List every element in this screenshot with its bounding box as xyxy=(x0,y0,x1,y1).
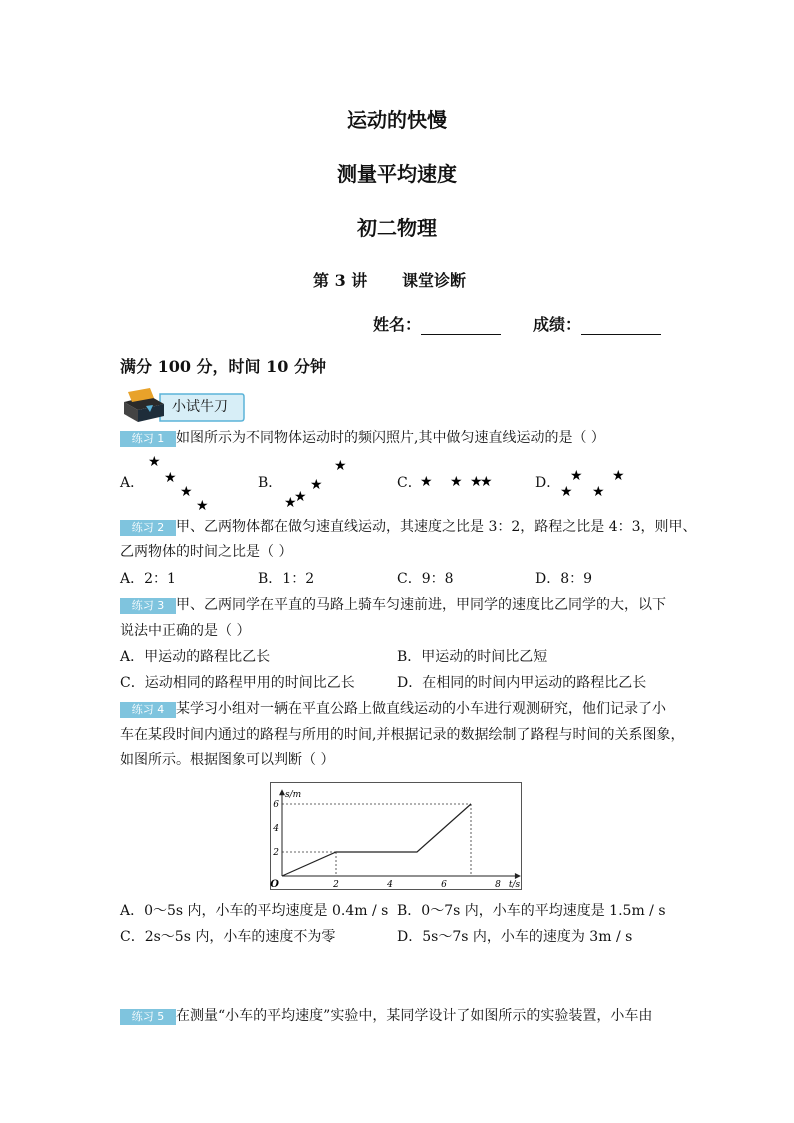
q4-option-c: C．2s～5s 内，小车的速度不为零 xyxy=(120,929,336,945)
question-5 xyxy=(120,1007,652,1025)
q4-option-d: D．5s～7s 内，小车的速度为 3m / s xyxy=(397,929,633,945)
chart-frame xyxy=(271,783,522,890)
q2-option-a: A．2：1 xyxy=(120,571,176,587)
q4-text-line2: 车在某段时间内通过的路程与所用的时间,并根据记录的数据绘制了路程与时间的关系图象， xyxy=(120,727,685,743)
distance-line xyxy=(282,804,471,876)
score-field[interactable] xyxy=(533,312,661,335)
x-tick-label: 8 xyxy=(495,880,501,890)
x-axis-arrow-icon xyxy=(515,873,521,879)
q1-option-a-label: A． xyxy=(120,475,145,491)
name-label: 姓名： xyxy=(373,315,422,334)
q1-text: 如图所示为不同物体运动时的频闪照片,其中做匀速直线运动的是（ ） xyxy=(176,430,605,446)
name-field[interactable] xyxy=(373,312,501,335)
q4-tag: 练习 4 xyxy=(120,702,176,718)
star-icon: ★ xyxy=(480,474,493,490)
q4-option-a: A．0～5s 内，小车的平均速度是 0.4m / s xyxy=(120,903,389,919)
y-tick-label: 4 xyxy=(273,824,279,834)
q3-text-line1: 甲、乙两同学在平直的马路上骑车匀速前进，甲同学的速度比乙同学的大，以下 xyxy=(176,597,666,613)
name-blank[interactable] xyxy=(421,320,501,335)
q1-option-c-label: C． xyxy=(397,475,422,491)
star-icon: ★ xyxy=(612,468,625,484)
q1-option-b-label: B． xyxy=(258,475,283,491)
star-icon: ★ xyxy=(420,474,433,490)
y-tick-label: 2 xyxy=(273,848,279,858)
q1-photo-c xyxy=(418,470,498,490)
question-1 xyxy=(120,429,605,447)
question-4 xyxy=(120,700,666,718)
title-subtopic: 测量平均速度 xyxy=(337,162,457,186)
q1-tag: 练习 1 xyxy=(120,431,176,447)
x-tick-label: 6 xyxy=(441,880,447,890)
q3-tag: 练习 3 xyxy=(120,598,176,614)
q4-text-line1: 某学习小组对一辆在平直公路上做直线运动的小车进行观测研究，他们记录了小 xyxy=(176,701,666,717)
star-icon: ★ xyxy=(148,454,161,470)
q1-option-d-label: D． xyxy=(535,475,561,491)
lecture-number: 第 3 讲 xyxy=(313,271,368,290)
q3-option-b: B．甲运动的时间比乙短 xyxy=(397,649,548,665)
q3-text-line2: 说法中正确的是（ ） xyxy=(120,623,251,639)
y-axis-label: s/m xyxy=(285,790,302,801)
score-blank[interactable] xyxy=(581,320,661,335)
q1-photo-d xyxy=(558,464,630,500)
section-badge-label: 小试牛刀 xyxy=(172,399,228,415)
star-icon: ★ xyxy=(470,474,483,490)
star-icon: ★ xyxy=(294,489,307,505)
question-2 xyxy=(120,518,697,536)
star-icon: ★ xyxy=(310,477,323,493)
x-tick-label: 2 xyxy=(333,880,339,890)
lecture-subtitle: 课堂诊断 xyxy=(402,271,467,290)
q3-option-c: C．运动相同的路程甲用的时间比乙长 xyxy=(120,675,355,691)
star-icon: ★ xyxy=(334,458,347,474)
q2-tag: 练习 2 xyxy=(120,520,176,536)
y-tick-label: 6 xyxy=(273,800,279,810)
section-badge xyxy=(120,384,246,424)
q2-text-line2: 乙两物体的时间之比是（ ） xyxy=(120,544,293,560)
q3-option-d: D．在相同的时间内甲运动的路程比乙长 xyxy=(397,675,647,691)
q2-option-c: C．9：8 xyxy=(397,571,454,587)
star-icon: ★ xyxy=(164,470,177,486)
score-label: 成绩： xyxy=(533,315,582,334)
star-icon: ★ xyxy=(180,484,193,500)
q2-option-d: D．8：9 xyxy=(535,571,593,587)
star-icon: ★ xyxy=(592,484,605,500)
distance-time-chart xyxy=(270,782,522,890)
x-tick-label: 4 xyxy=(387,880,393,890)
origin-label: O xyxy=(270,879,279,890)
title-topic: 运动的快慢 xyxy=(347,108,447,132)
q5-tag: 练习 5 xyxy=(120,1009,176,1025)
q1-photo-b xyxy=(280,455,350,511)
q1-photo-a xyxy=(140,452,220,512)
q2-option-b: B．1：2 xyxy=(258,571,315,587)
star-icon: ★ xyxy=(560,484,573,500)
star-icon: ★ xyxy=(196,498,209,512)
star-icon: ★ xyxy=(450,474,463,490)
q3-option-a: A．甲运动的路程比乙长 xyxy=(120,649,271,665)
question-3 xyxy=(120,596,666,614)
q5-text-line1: 在测量“小车的平均速度”实验中，某同学设计了如图所示的实验装置，小车由 xyxy=(176,1008,653,1024)
x-axis-label: t/s xyxy=(508,880,521,890)
star-icon: ★ xyxy=(570,468,583,484)
exam-info: 满分 100 分，时间 10 分钟 xyxy=(120,357,326,376)
q2-text-line1: 甲、乙两物体都在做匀速直线运动，其速度之比是 3：2，路程之比是 4：3，则甲、 xyxy=(176,519,697,535)
q4-option-b: B．0～7s 内，小车的平均速度是 1.5m / s xyxy=(397,903,666,919)
title-subject: 初二物理 xyxy=(357,216,437,240)
q4-text-line3: 如图所示。根据图象可以判断（ ） xyxy=(120,752,335,768)
star-icon: ★ xyxy=(284,495,297,511)
